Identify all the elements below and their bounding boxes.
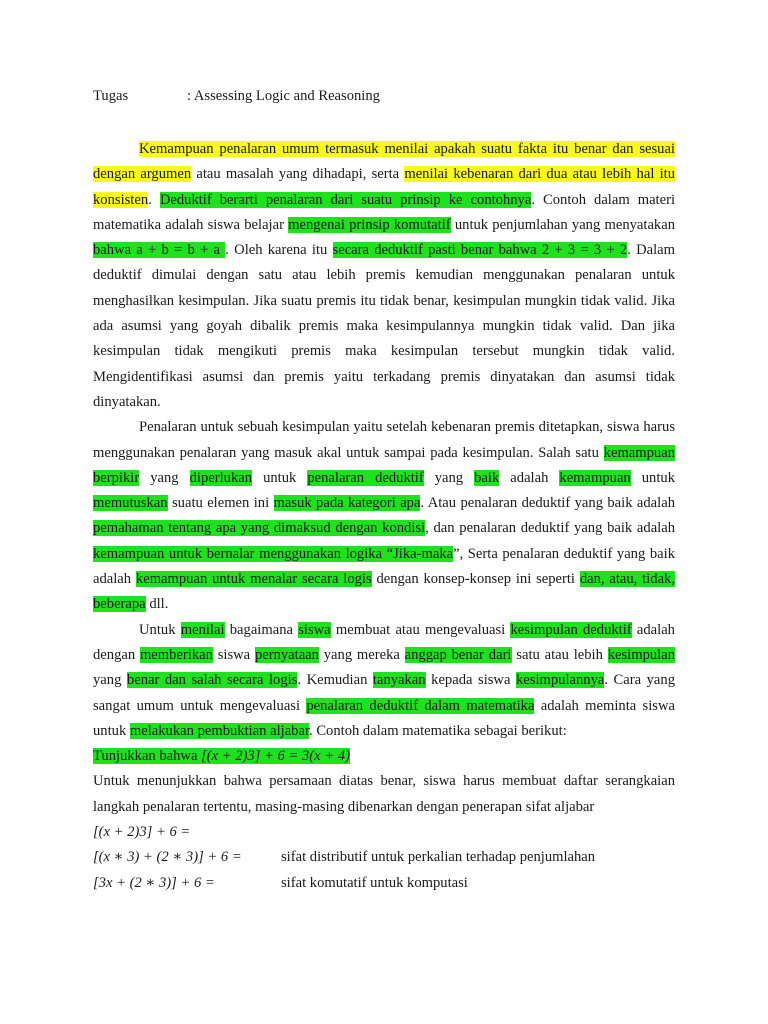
text-run: dengan konsep-konsep ini seperti bbox=[371, 571, 580, 588]
example-prefix: Tunjukkan bahwa bbox=[93, 748, 202, 765]
text-run: Untuk bbox=[139, 621, 181, 638]
highlighted-text: anggap benar dari bbox=[404, 646, 512, 663]
highlighted-text: melakukan pembuktian aljabar bbox=[129, 722, 310, 739]
highlighted-text: tanyakan bbox=[372, 672, 426, 689]
highlighted-text: penalaran deduktif bbox=[307, 469, 424, 486]
highlighted-text: memutuskan bbox=[93, 495, 168, 512]
text-run: . Oleh karena itu bbox=[225, 242, 333, 259]
highlighted-text: dan, atau, tidak, beberapa bbox=[93, 571, 675, 613]
assignment-header bbox=[93, 88, 380, 105]
text-run: kepada siswa bbox=[425, 672, 516, 689]
example-line bbox=[93, 744, 675, 769]
step-row bbox=[93, 820, 675, 845]
step-expression: [3x + (2 ∗ 3)] + 6 = bbox=[93, 874, 215, 891]
text-run: siswa bbox=[212, 646, 255, 663]
highlighted-text: kemampuan bbox=[559, 469, 631, 486]
text-run: adalah dengan bbox=[93, 621, 675, 663]
text-run: yang bbox=[93, 672, 127, 689]
highlighted-text: masuk pada kategori apa bbox=[273, 495, 421, 512]
highlighted-text: kesimpulannya bbox=[515, 672, 605, 689]
text-run: yang bbox=[139, 469, 190, 486]
text-run: untuk bbox=[252, 469, 308, 486]
text-run: bagaimana bbox=[224, 621, 299, 638]
highlighted-text: benar dan salah secara logis bbox=[126, 672, 298, 689]
example-highlight bbox=[93, 748, 350, 764]
highlighted-text: baik bbox=[474, 469, 500, 486]
text-run: . Kemudian bbox=[297, 672, 373, 689]
document-body bbox=[93, 137, 675, 896]
text-run: untuk penjumlahan yang menyatakan bbox=[450, 216, 675, 233]
paragraph-2 bbox=[93, 415, 675, 617]
highlighted-text: Deduktif berarti penalaran dari suatu prinsip ke contohnya bbox=[159, 191, 532, 208]
highlighted-text: menilai kebenaran dari dua atau lebih hal itu konsisten bbox=[93, 166, 676, 208]
highlighted-text: mengenai prinsip komutatif bbox=[288, 216, 451, 233]
text-run: untuk bbox=[630, 469, 675, 486]
highlighted-text: menilai bbox=[180, 621, 225, 638]
highlighted-text: memberikan bbox=[139, 646, 213, 663]
step-note: sifat komutatif untuk komputasi bbox=[281, 874, 468, 891]
text-run: . Atau penalaran deduktif yang baik adalah bbox=[420, 495, 675, 512]
paragraph-3 bbox=[93, 618, 675, 744]
text-run: yang mereka bbox=[318, 646, 405, 663]
text-run: suatu elemen ini bbox=[167, 495, 274, 512]
text-run: dll. bbox=[145, 596, 169, 613]
step-expression: [(x ∗ 3) + (2 ∗ 3)] + 6 = bbox=[93, 849, 242, 866]
text-run: ”, Serta penalaran deduktif yang baik adalah bbox=[93, 545, 675, 588]
text-run: . Contoh dalam matematika sebagai berikut: bbox=[309, 722, 567, 739]
text-run: adalah bbox=[499, 469, 560, 486]
header-label: Tugas bbox=[93, 88, 129, 104]
text-run: . Cara yang sangat umum untuk mengevaluasi bbox=[93, 672, 675, 714]
text-run: adalah meminta siswa untuk bbox=[93, 697, 675, 739]
paragraph-4: Untuk menunjukkan bahwa persamaan diatas benar, siswa harus membuat daftar serangkaian langkah penalaran tertentu, masing-masing dibenarkan dengan penerapan sifat aljabar bbox=[93, 773, 675, 815]
highlighted-text: Kemampuan penalaran umum termasuk menilai apakah suatu fakta itu benar dan sesuai dengan argumen bbox=[93, 141, 675, 183]
highlighted-text: pemahaman tentang apa yang dimaksud dengan kondisi bbox=[93, 520, 426, 537]
step-row bbox=[93, 871, 675, 896]
highlighted-text: kesimpulan bbox=[607, 646, 675, 663]
text-run: satu atau lebih bbox=[511, 646, 608, 663]
text-run: . Contoh dalam materi matematika adalah siswa belajar bbox=[93, 191, 676, 233]
highlighted-text: diperlukan bbox=[189, 469, 253, 486]
text-run: . bbox=[148, 191, 160, 208]
text-run: yang bbox=[423, 469, 475, 486]
highlighted-text: kemampuan untuk bernalar menggunakan logika “Jika-maka bbox=[93, 545, 454, 562]
text-run: membuat atau mengevaluasi bbox=[330, 621, 511, 638]
step-row bbox=[93, 845, 675, 870]
highlighted-text: kemampuan berpikir bbox=[93, 444, 675, 486]
text-run: . Dalam deduktif dimulai dengan satu atau lebih premis kemudian menggunakan penalaran untuk menghasilkan kesimpulan. Jika suatu premis itu tidak benar, kesimpulan mungkin tidak valid. Jika ada asumsi yang goyah dibalik premis maka kesimpulannya mungkin tidak valid. Dan jika kesimpulan tidak mengikuti premis maka kesimpulan tersebut mungkin tidak valid. Mengidentifikasi asumsi dan premis yaitu terkadang premis dinyatakan dan asumsi tidak dinyatakan. bbox=[93, 242, 676, 410]
highlighted-text: bahwa a + b = b + a bbox=[93, 242, 226, 259]
highlighted-text: kemampuan untuk menalar secara logis bbox=[135, 571, 372, 588]
example-formula: [(x + 2)3] + 6 = 3(x + 4) bbox=[201, 748, 350, 765]
text-run: Penalaran untuk sebuah kesimpulan yaitu setelah kebenaran premis ditetapkan, siswa harus menggunakan penalaran yang masuk akal untuk sampai pada kesimpulan. Salah satu bbox=[93, 419, 675, 461]
text-run: , dan penalaran deduktif yang baik adalah bbox=[425, 520, 675, 537]
paragraph-1 bbox=[93, 137, 675, 415]
highlighted-text: secara deduktif pasti benar bahwa 2 + 3 = 3 + 2 bbox=[332, 242, 628, 259]
highlighted-text: penalaran deduktif dalam matematika bbox=[306, 697, 535, 714]
highlighted-text: siswa bbox=[298, 621, 331, 638]
step-note: sifat distributif untuk perkalian terhadap penjumlahan bbox=[281, 849, 596, 866]
highlighted-text: kesimpulan deduktif bbox=[510, 621, 632, 638]
header-title: : Assessing Logic and Reasoning bbox=[187, 88, 380, 104]
text-run: atau masalah yang dihadapi, serta bbox=[191, 166, 405, 183]
step-expression: [(x + 2)3] + 6 = bbox=[93, 824, 191, 841]
highlighted-text: pernyataan bbox=[254, 646, 319, 663]
